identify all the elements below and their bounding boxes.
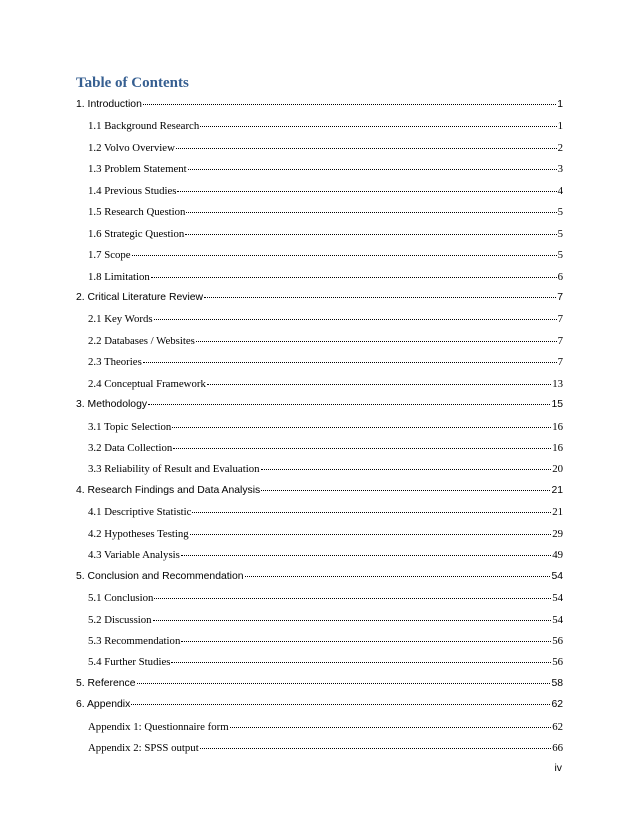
toc-dot-leader	[171, 662, 551, 663]
toc-subsection-entry[interactable]	[76, 440, 563, 461]
toc-entry-label: 2.2 Databases / Websites	[88, 334, 195, 347]
toc-entry-page-number: 21	[552, 506, 563, 519]
toc-entry-page-number: 2	[557, 141, 563, 154]
toc-subsection-entry[interactable]	[76, 118, 563, 139]
toc-entry-page-number: 3	[557, 163, 563, 176]
toc-subsection-entry[interactable]	[76, 333, 563, 354]
toc-entry-label: 5. Conclusion and Recommendation	[76, 570, 244, 582]
toc-subsection-entry[interactable]	[76, 376, 563, 397]
toc-entry-label: 3. Methodology	[76, 399, 148, 411]
toc-entry-label: 2.1 Key Words	[88, 313, 153, 326]
toc-entry-label: Appendix 2: SPSS output	[88, 742, 199, 755]
page-number: iv	[554, 763, 562, 774]
toc-entry-page-number: 4	[557, 184, 563, 197]
toc-entry-page-number: 15	[551, 399, 563, 411]
toc-entry-label: 1.6 Strategic Question	[88, 227, 185, 240]
toc-dot-leader	[172, 427, 551, 428]
toc-entry-label: 2. Critical Literature Review	[76, 291, 204, 303]
toc-entry-label: 2.4 Conceptual Framework	[88, 377, 206, 390]
toc-dot-leader	[207, 384, 551, 385]
toc-entry-page-number: 20	[552, 463, 563, 476]
toc-dot-leader	[186, 212, 556, 213]
toc-entry-page-number: 62	[552, 720, 563, 733]
toc-entry-label: Appendix 1: Questionnaire form	[88, 720, 229, 733]
toc-entry-page-number: 66	[552, 742, 563, 755]
toc-entry-page-number: 1	[557, 99, 563, 110]
toc-dot-leader	[204, 297, 556, 298]
toc-entry-page-number: 54	[552, 613, 563, 626]
toc-entry-page-number: 21	[551, 484, 563, 496]
toc-entry-page-number: 5	[557, 227, 563, 240]
toc-dot-leader	[131, 704, 550, 705]
toc-entry-label: 3.2 Data Collection	[88, 442, 173, 454]
toc-dot-leader	[151, 277, 557, 278]
toc-entry-label: 1. Introduction	[76, 99, 142, 110]
toc-subsection-entry[interactable]	[76, 247, 563, 268]
toc-section-entry[interactable]	[76, 483, 563, 504]
toc-subsection-entry[interactable]	[76, 226, 563, 247]
toc-dot-leader	[200, 126, 556, 127]
toc-entry-page-number: 49	[552, 549, 563, 562]
toc-entry-label: 5.2 Discussion	[88, 613, 152, 626]
toc-entry-page-number: 1	[557, 120, 563, 133]
toc-entry-page-number: 16	[552, 442, 563, 454]
toc-entry-label: 1.7 Scope	[88, 249, 131, 262]
toc-dot-leader	[181, 555, 551, 556]
toc-section-entry[interactable]	[76, 697, 563, 718]
toc-subsection-entry[interactable]	[76, 419, 563, 440]
toc-entry-label: 4. Research Findings and Data Analysis	[76, 484, 261, 496]
toc-dot-leader	[143, 104, 556, 105]
toc-entry-label: 3.3 Reliability of Result and Evaluation	[88, 463, 260, 476]
toc-section-entry[interactable]	[76, 290, 563, 311]
toc-entry-page-number: 54	[552, 592, 563, 605]
toc-dot-leader	[143, 362, 557, 363]
toc-subsection-entry[interactable]	[76, 461, 563, 482]
toc-entry-page-number: 29	[552, 527, 563, 540]
toc-entry-label: 5. Reference	[76, 677, 136, 689]
toc-dot-leader	[245, 576, 551, 577]
toc-dot-leader	[176, 148, 557, 149]
toc-dot-leader	[132, 255, 557, 256]
toc-entry-page-number: 56	[552, 656, 563, 669]
toc-entry-page-number: 56	[552, 634, 563, 647]
toc-list	[76, 97, 563, 762]
toc-title: Table of Contents	[76, 75, 189, 91]
toc-dot-leader	[190, 534, 551, 535]
toc-entry-label: 5.1 Conclusion	[88, 592, 154, 605]
toc-dot-leader	[200, 748, 552, 749]
toc-entry-page-number: 16	[552, 420, 563, 433]
toc-entry-label: 4.1 Descriptive Statistic	[88, 506, 192, 519]
toc-dot-leader	[188, 169, 557, 170]
toc-entry-page-number: 54	[551, 570, 563, 582]
toc-entry-page-number: 58	[551, 677, 563, 689]
toc-subsection-entry[interactable]	[76, 311, 563, 332]
toc-entry-label: 3.1 Topic Selection	[88, 420, 172, 433]
toc-entry-page-number: 62	[551, 699, 563, 711]
toc-entry-page-number: 7	[557, 313, 563, 326]
toc-dot-leader	[192, 512, 551, 513]
toc-dot-leader	[230, 727, 552, 728]
toc-section-entry[interactable]	[76, 97, 563, 118]
toc-entry-label: 1.1 Background Research	[88, 120, 200, 133]
toc-entry-page-number: 7	[557, 334, 563, 347]
toc-section-entry[interactable]	[76, 569, 563, 590]
toc-entry-label: 1.2 Volvo Overview	[88, 141, 175, 154]
toc-dot-leader	[261, 490, 550, 491]
toc-entry-label: 1.3 Problem Statement	[88, 163, 187, 176]
toc-dot-leader	[261, 469, 552, 470]
toc-dot-leader	[185, 234, 556, 235]
toc-entry-page-number: 13	[552, 377, 563, 390]
toc-subsection-entry[interactable]	[76, 590, 563, 611]
toc-entry-page-number: 5	[557, 206, 563, 219]
toc-subsection-entry[interactable]	[76, 504, 563, 525]
toc-entry-label: 4.3 Variable Analysis	[88, 549, 180, 562]
toc-subsection-entry[interactable]	[76, 140, 563, 161]
toc-dot-leader	[177, 191, 556, 192]
toc-subsection-entry[interactable]	[76, 740, 563, 761]
toc-dot-leader	[154, 319, 557, 320]
toc-entry-label: 1.8 Limitation	[88, 270, 150, 283]
toc-subsection-entry[interactable]	[76, 269, 563, 290]
toc-dot-leader	[153, 620, 552, 621]
toc-dot-leader	[196, 341, 557, 342]
toc-entry-page-number: 7	[557, 291, 563, 303]
toc-entry-label: 5.3 Recommendation	[88, 634, 181, 647]
toc-section-entry[interactable]	[76, 676, 563, 697]
toc-entry-label: 6. Appendix	[76, 699, 131, 711]
toc-dot-leader	[148, 404, 550, 405]
toc-subsection-entry[interactable]	[76, 354, 563, 375]
toc-subsection-entry[interactable]	[76, 633, 563, 654]
toc-subsection-entry[interactable]	[76, 547, 563, 568]
toc-entry-page-number: 7	[557, 356, 563, 369]
toc-subsection-entry[interactable]	[76, 612, 563, 633]
toc-dot-leader	[154, 598, 551, 599]
toc-dot-leader	[173, 448, 551, 449]
toc-subsection-entry[interactable]	[76, 161, 563, 182]
toc-subsection-entry[interactable]	[76, 204, 563, 225]
toc-subsection-entry[interactable]	[76, 526, 563, 547]
toc-entry-page-number: 5	[557, 249, 563, 262]
toc-subsection-entry[interactable]	[76, 719, 563, 740]
toc-section-entry[interactable]	[76, 397, 563, 418]
toc-subsection-entry[interactable]	[76, 654, 563, 675]
toc-entry-label: 2.3 Theories	[88, 356, 142, 369]
toc-entry-label: 5.4 Further Studies	[88, 656, 171, 669]
toc-entry-label: 4.2 Hypotheses Testing	[88, 527, 189, 540]
toc-dot-leader	[181, 641, 551, 642]
toc-entry-label: 1.5 Research Question	[88, 206, 186, 219]
toc-dot-leader	[137, 683, 551, 684]
toc-entry-label: 1.4 Previous Studies	[88, 184, 177, 197]
toc-subsection-entry[interactable]	[76, 183, 563, 204]
toc-entry-page-number: 6	[557, 270, 563, 283]
